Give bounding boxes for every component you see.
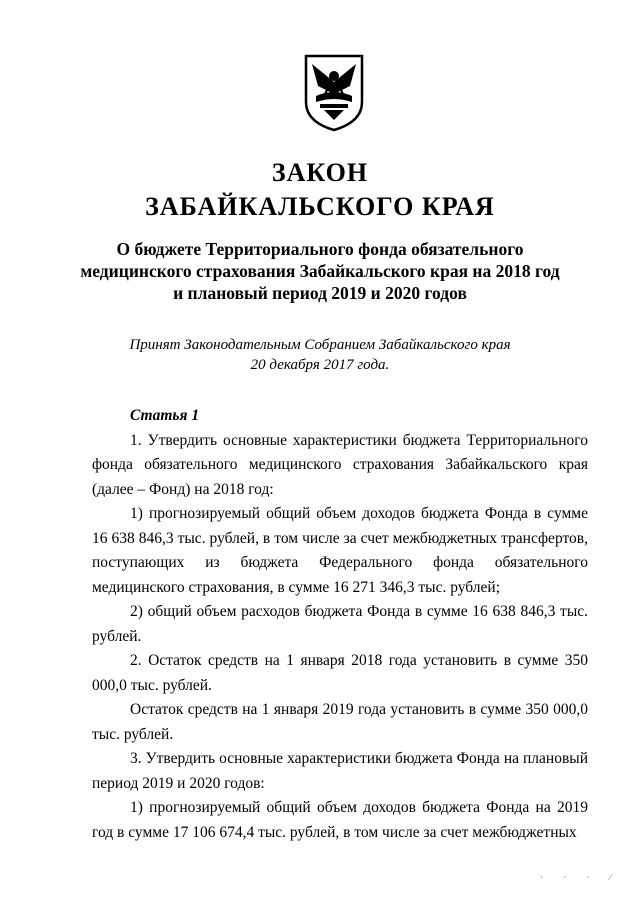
scan-artifacts: · · · ⁄ [540,872,621,882]
paragraph: Остаток средств на 1 января 2019 года установить в сумме 350 000,0 тыс. рублей. [92,701,588,743]
paragraph: 2. Остаток средств на 1 января 2018 года установить в сумме 350 000,0 тыс. рублей. [92,652,588,694]
adoption-note [80,335,560,375]
article-body [92,404,588,845]
paragraph: 1) прогнозируемый общий объем доходов бюджета Фонда в сумме 16 638 846,3 тыс. рублей, в том числе за счет межбюджетных трансфертов, поступающих из бюджета Федерального фонда обязательного медицинского страхования, в сумме 16 271 346,3 тыс. рублей; [92,505,588,596]
paragraph: 1) прогнозируемый общий объем доходов бюджета Фонда на 2019 год в сумме 17 106 674,4 тыс. рублей, в том числе за счет межбюджетных [92,799,588,841]
law-title-line: О бюджете Территориального фонда обязательного [116,239,524,259]
paragraph: 3. Утвердить основные характеристики бюджета Фонда на плановый период 2019 и 2020 годов: [92,750,588,792]
law-title [80,238,560,304]
paragraph: 1. Утвердить основные характеристики бюджета Территориального фонда обязательного медицинского страхования Забайкальского края (далее – Фонд) на 2018 год: [92,431,588,498]
law-title-line: медицинского страхования Забайкальского края на 2018 год [80,261,560,281]
article-heading: Статья 1 [130,407,200,424]
law-title-line: и плановый период 2019 и 2020 годов [173,283,467,303]
coat-of-arms-icon [302,52,366,132]
document-type: ЗАКОН [271,158,369,187]
paragraph: 2) общий объем расходов бюджета Фонда в сумме 16 638 846,3 тыс. рублей. [92,603,588,645]
adoption-line: Принят Законодательным Собранием Забайкальского края [129,337,511,353]
adoption-date: 20 декабря 2017 года. [250,357,390,373]
document-issuer: ЗАБАЙКАЛЬСКОГО КРАЯ [145,192,495,221]
